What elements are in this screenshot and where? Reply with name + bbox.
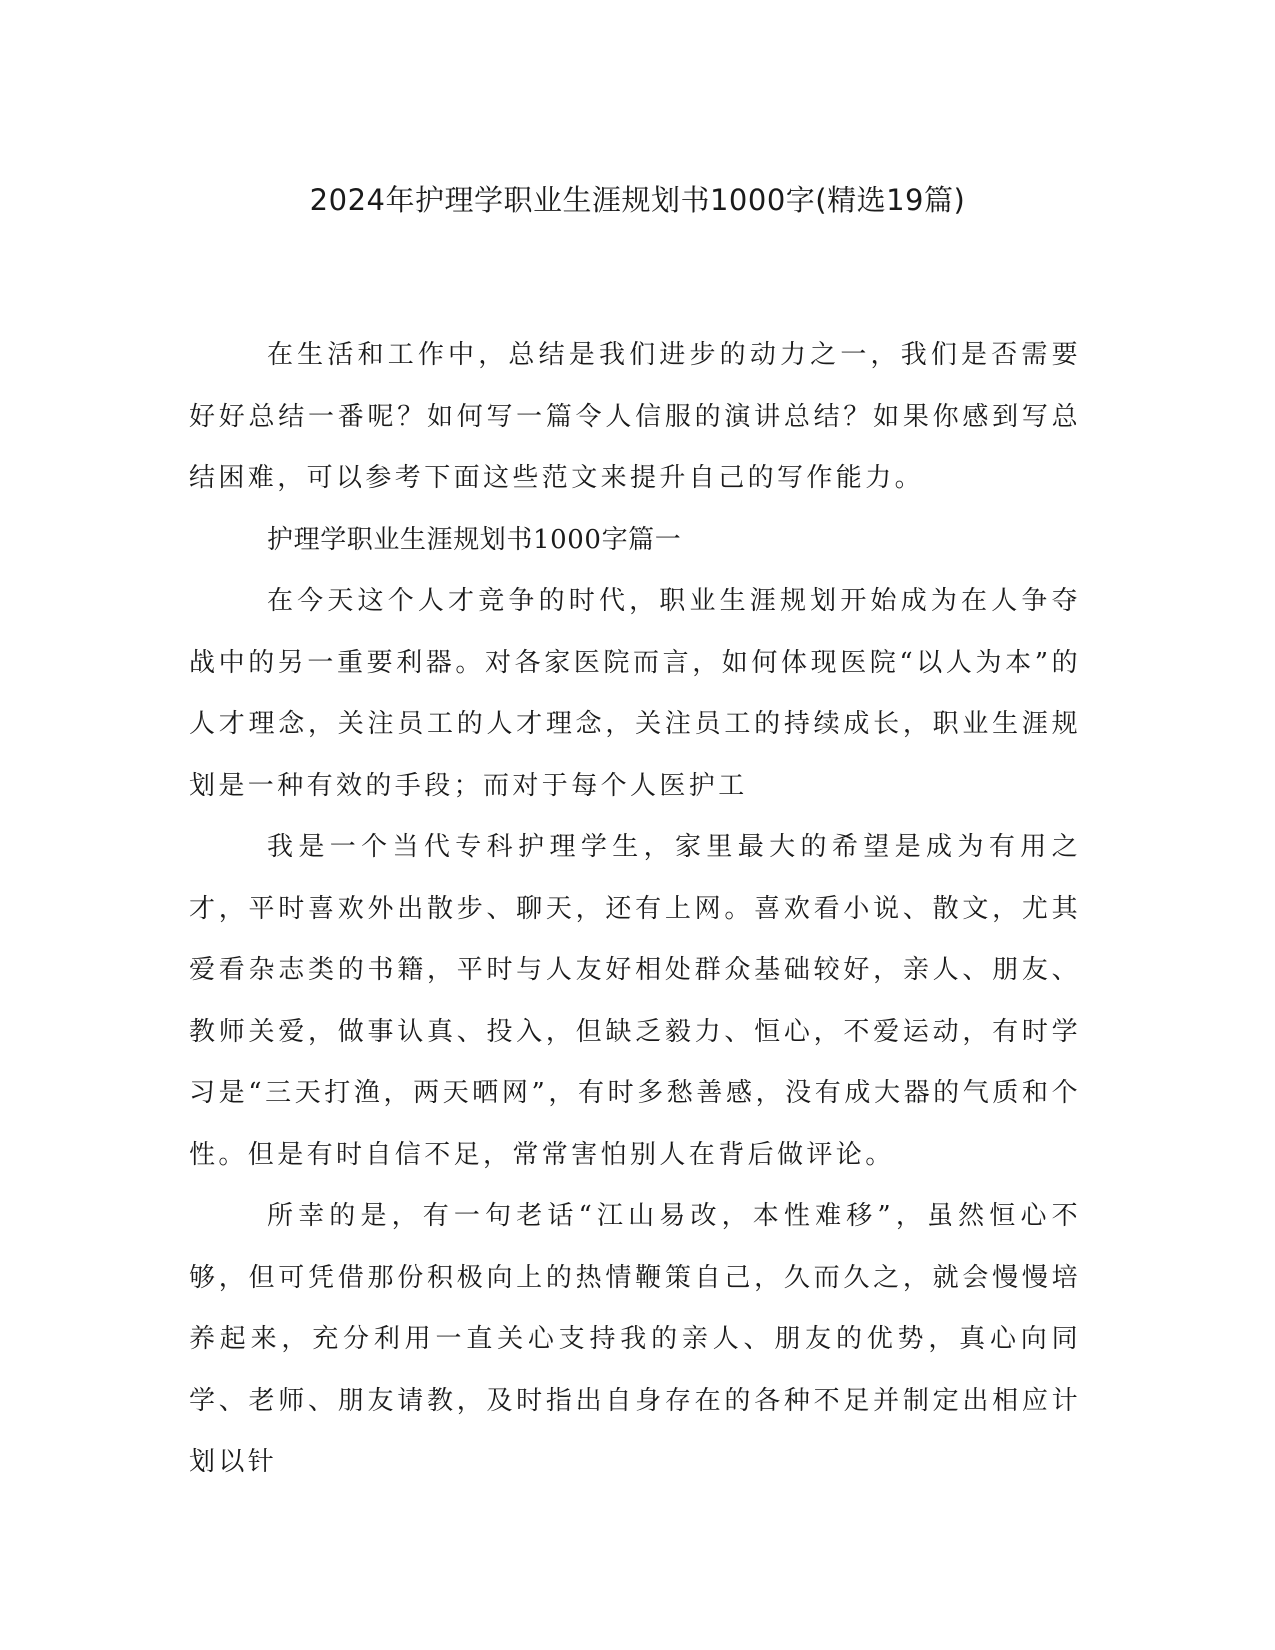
body-paragraph: 我是一个当代专科护理学生，家里最大的希望是成为有用之才，平时喜欢外出散步、聊天，还有上网。喜欢看小说、散文，尤其爱看杂志类的书籍，平时与人友好相处群众基础较好，亲人、朋友、教师关爱，做事认真、投入，但缺乏毅力、恒心，不爱运动，有时学习是“三天打渔，两天晒网”，有时多愁善感，没有成大器的气质和个性。但是有时自信不足，常常害怕别人在背后做评论。: [189, 832, 1081, 1170]
document-title: 2024年护理学职业生涯规划书1000字(精选19篇): [309, 183, 966, 217]
document-body: [189, 325, 1081, 1494]
body-paragraph: 所幸的是，有一句老话“江山易改，本性难移”，虽然恒心不够，但可凭借那份积极向上的热情鞭策自己，久而久之，就会慢慢培养起来，充分利用一直关心支持我的亲人、朋友的优势，真心向同学、老师、朋友请教，及时指出自身存在的各种不足并制定出相应计划以针: [189, 1201, 1081, 1477]
intro-paragraph: 在生活和工作中，总结是我们进步的动力之一，我们是否需要好好总结一番呢？如何写一篇令人信服的演讲总结？如果你感到写总结困难，可以参考下面这些范文来提升自己的写作能力。: [189, 340, 1081, 493]
section-heading: 护理学职业生涯规划书1000字篇一: [267, 524, 682, 555]
body-paragraph: 在今天这个人才竞争的时代，职业生涯规划开始成为在人争夺战中的另一重要利器。对各家医院而言，如何体现医院“以人为本”的人才理念，关注员工的人才理念，关注员工的持续成长，职业生涯规划是一种有效的手段；而对于每个人医护工: [189, 586, 1081, 801]
